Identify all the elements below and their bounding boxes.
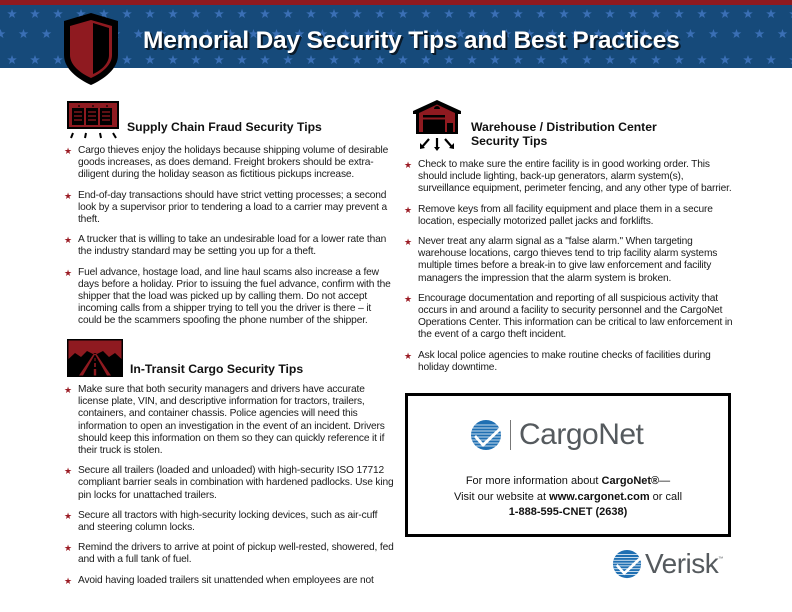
warehouse-title-line2: Security Tips — [471, 134, 548, 148]
star-bullet-icon: ★ — [64, 267, 72, 278]
star-bullet-icon: ★ — [404, 204, 412, 215]
verisk-wordmark: Verisk — [645, 548, 719, 579]
supply-chain-header — [64, 100, 322, 140]
supply-chain-title: Supply Chain Fraud Security Tips — [127, 120, 322, 134]
page-title: Memorial Day Security Tips and Best Practices — [143, 27, 680, 54]
star-bullet-icon: ★ — [404, 160, 412, 170]
tip-item: ★ Secure all trailers (loaded and unloaded) with high-security ISO 17712 compliant barrier seals in combination with hardened padlocks. Use king pin locks for unattached trailers. — [64, 465, 394, 501]
shield-icon — [60, 11, 122, 87]
star-bullet-icon: ★ — [64, 466, 72, 477]
tip-item: ★ Fuel advance, hostage load, and line haul scams also increase a few days before a holiday. Prior to issuing the fuel advance, confirm with the shipper that the load was picked up by calling them. Do not accept incoming calls from a shipper trying to tell you the driver is there – it could be the scammers spoofing the phone number of the shipper. — [64, 266, 391, 327]
phone-number: 1-888-595-CNET (2638) — [508, 506, 628, 518]
cargonet-wordmark: CargoNet — [519, 418, 644, 451]
star-bullet-icon: ★ — [64, 385, 72, 395]
highway-road-icon — [67, 339, 123, 377]
tip-item: ★ Remove keys from all facility equipment and place them in a secure location, especially motorized pallet jacks and forklifts. — [404, 203, 713, 227]
contact-info: For more information about CargoNet®— Visit our website at www.cargonet.com or call 1-888-595-CNET (2638) — [453, 475, 683, 518]
website-link[interactable]: www.cargonet.com — [549, 490, 650, 503]
cargonet-logo — [470, 418, 643, 452]
in-transit-header — [67, 339, 303, 377]
star-bullet-icon: ★ — [64, 575, 72, 586]
tip-item: ★ Check to make sure the entire facility is in good working order. This should include lighting, back-up generators, alarm system(s), surveillance equipment, perimeter fencing, and any other type of barrier. — [404, 159, 732, 195]
checkmark-globe-icon — [470, 419, 502, 451]
star-bullet-icon: ★ — [64, 543, 72, 554]
tip-item: ★ Remind the drivers to arrive at point of pickup well-rested, showered, fed and with a full tank of fuel. — [64, 542, 394, 566]
supply-chain-tips — [64, 145, 394, 336]
star-bullet-icon: ★ — [64, 190, 72, 201]
warehouse-title-line1: Warehouse / Distribution Center — [471, 120, 657, 134]
tip-item: ★ Cargo thieves enjoy the holidays because shipping volume of desirable goods increases, as does demand. Freight brokers should be extra-diligent during the holiday season as fictitious pickups increase. — [64, 145, 389, 181]
logo-divider — [510, 420, 511, 450]
tip-item: ★ Ask local police agencies to make routine checks of facilities during holiday downtime. — [404, 349, 711, 373]
in-transit-title: In-Transit Cargo Security Tips — [130, 362, 304, 376]
cargo-container-icon — [64, 100, 122, 140]
tip-item: ★ Never treat any alarm signal as a "false alarm." When targeting warehouse locations, cargo thieves tend to trip facility alarm systems multiple times before a break-in to give law enforcement and facility managers the impression that the alarm system is broken. — [404, 236, 718, 284]
star-bullet-icon: ★ — [404, 350, 412, 361]
star-bullet-icon: ★ — [64, 146, 72, 156]
tip-item: ★ Make sure that both security managers and drivers have accurate license plate, VIN, and descriptive information for tractors, trailers, containers, and container chassis. Police agencies will need this information to open an investigation in the event of an incident. Drivers should keep this information on them so they can quickly reference it if their truck is stolen. — [64, 384, 385, 457]
tip-item: ★ Encourage documentation and reporting of all suspicious activity that occurs in and around a facility to security personnel and the CargoNet Operations Center. This information can be critical to law enforcement in the event of a cargo theft incident. — [404, 292, 733, 341]
verisk-logo — [612, 548, 723, 580]
star-bullet-icon: ★ — [404, 293, 412, 304]
warehouse-tips — [404, 159, 734, 382]
checkmark-globe-icon — [612, 549, 642, 579]
cargonet-brand: CargoNet® — [601, 475, 660, 487]
warehouse-icon — [411, 98, 463, 152]
tip-item: ★ End-of-day transactions should have strict vetting processes; a second look by a supervisor prior to tendering a load to a carrier may prevent a theft. — [64, 189, 387, 226]
star-bullet-icon: ★ — [404, 237, 412, 248]
star-bullet-icon: ★ — [64, 235, 72, 246]
cargonet-info-box — [405, 393, 731, 537]
star-bullet-icon: ★ — [64, 510, 72, 521]
tip-item: ★ Avoid having loaded trailers sit unattended when employees are not — [64, 574, 374, 586]
tip-item: ★ Secure all tractors with high-security locking devices, such as air-cuff and steering column locks. — [64, 509, 378, 534]
trademark: ™ — [718, 556, 724, 562]
in-transit-tips — [64, 384, 394, 595]
warehouse-header — [411, 98, 657, 152]
tip-item: ★ A trucker that is willing to take an undesirable load for a lower rate than the industry standard may be setting you up for a theft. — [64, 234, 387, 258]
